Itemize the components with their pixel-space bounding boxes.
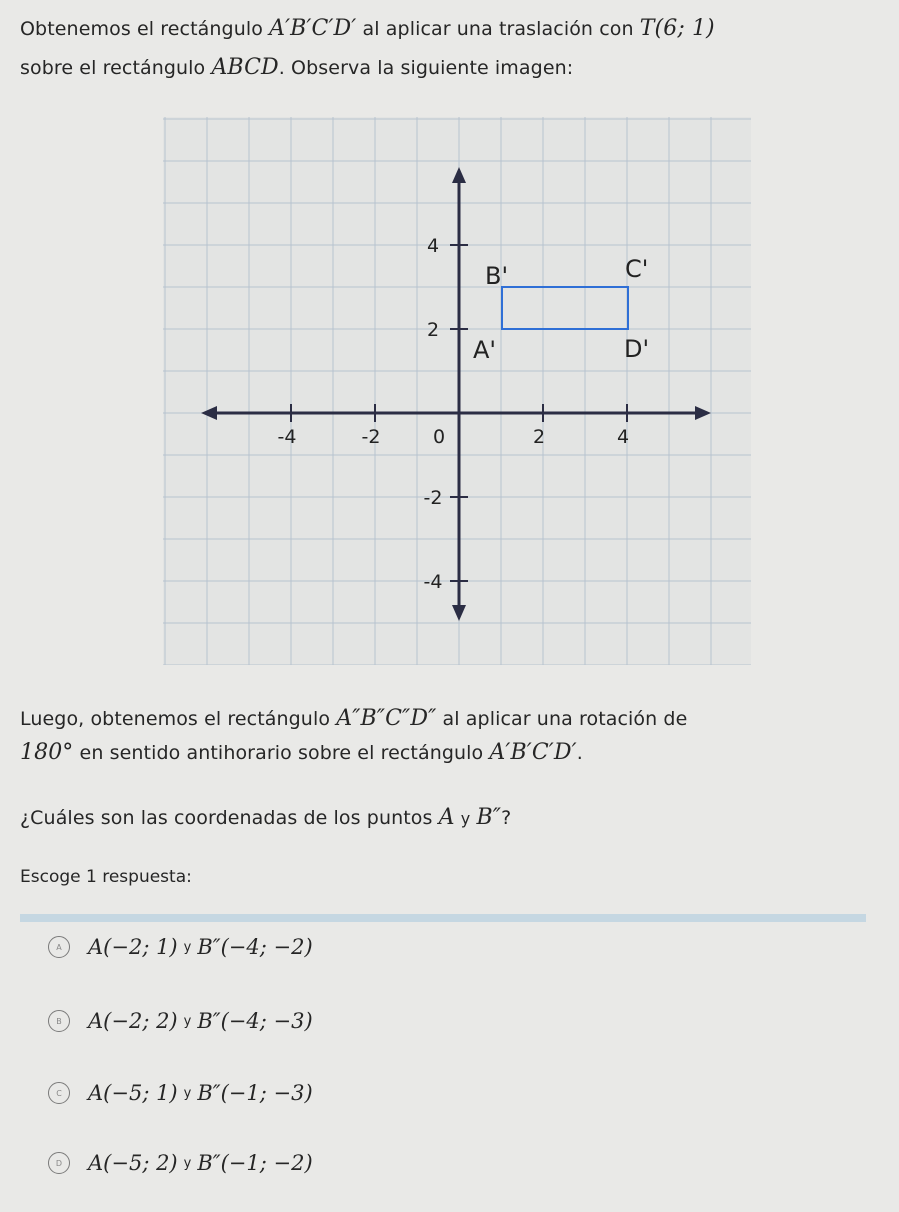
x-tick-label: -4	[277, 426, 297, 448]
label-a-prime: A'	[473, 336, 497, 364]
choice-connector: y	[183, 1013, 192, 1029]
math-expression: T(6; 1)	[639, 16, 715, 41]
question-text: ?	[501, 807, 512, 829]
question-text: Luego, obtenemos el rectángulo	[20, 708, 331, 730]
math-expression: A′B′C′D′	[489, 740, 577, 765]
math-expression: ABCD	[211, 55, 279, 80]
question-text: en sentido antihorario sobre el rectángulo	[79, 742, 484, 764]
math-expression: A′B′C′D′	[269, 16, 357, 41]
question-text: y	[460, 809, 471, 828]
choice-left-text: A(−2; 1)	[88, 935, 178, 959]
choice-connector: y	[183, 1155, 192, 1171]
choice-connector: y	[183, 1085, 192, 1101]
question-text: Obtenemos el rectángulo	[20, 18, 263, 40]
math-expression: B″	[476, 805, 502, 830]
question-line-5	[20, 805, 511, 830]
question-line-4	[20, 740, 583, 765]
choice-d[interactable]	[48, 1143, 313, 1183]
y-tick-label: -2	[423, 487, 443, 509]
y-tick-label: -4	[423, 571, 443, 593]
math-expression: 180°	[20, 740, 74, 765]
radio-button[interactable]: D	[48, 1152, 70, 1174]
x-tick-label: 0	[432, 426, 446, 448]
question-text: . Observa la siguiente imagen:	[278, 57, 574, 79]
question-text: al aplicar una rotación de	[442, 708, 688, 730]
question-text: al aplicar una traslación con	[362, 18, 634, 40]
label-d-prime: D'	[624, 335, 650, 363]
label-b-prime: B'	[485, 262, 509, 290]
choice-left-text: A(−5; 2)	[88, 1151, 178, 1175]
question-line-1	[20, 16, 715, 41]
label-c-prime: C'	[625, 255, 649, 283]
choice-b[interactable]	[48, 1001, 313, 1041]
choice-a[interactable]	[48, 927, 313, 967]
question-line-3	[20, 706, 687, 731]
graph-background	[163, 117, 751, 665]
question-line-2	[20, 55, 573, 80]
choice-left-text: A(−2; 2)	[88, 1009, 178, 1033]
choice-connector: y	[183, 939, 192, 955]
choice-right-text: B″(−4; −3)	[197, 1009, 313, 1033]
radio-button[interactable]: A	[48, 936, 70, 958]
question-text: ¿Cuáles son las coordenadas de los puntos	[20, 807, 433, 829]
question-text: .	[576, 742, 583, 764]
radio-button[interactable]: C	[48, 1082, 70, 1104]
choice-right-text: B″(−4; −2)	[197, 935, 313, 959]
x-tick-label: 2	[532, 426, 546, 448]
y-tick-label: 2	[426, 319, 440, 341]
coordinate-graph	[163, 117, 751, 665]
x-tick-label: -2	[361, 426, 381, 448]
y-tick-label: 4	[426, 235, 440, 257]
choice-c[interactable]	[48, 1073, 313, 1113]
question-text: sobre el rectángulo	[20, 57, 206, 79]
radio-button[interactable]: B	[48, 1010, 70, 1032]
choice-left-text: A(−5; 1)	[88, 1081, 178, 1105]
choice-right-text: B″(−1; −2)	[197, 1151, 313, 1175]
x-tick-label: 4	[616, 426, 630, 448]
choice-right-text: B″(−1; −3)	[197, 1081, 313, 1105]
math-expression: A	[438, 805, 455, 830]
answer-prompt: Escoge 1 respuesta:	[20, 867, 192, 887]
math-expression: A″B″C″D″	[336, 706, 437, 731]
graph-svg	[163, 117, 751, 665]
divider	[20, 914, 866, 922]
